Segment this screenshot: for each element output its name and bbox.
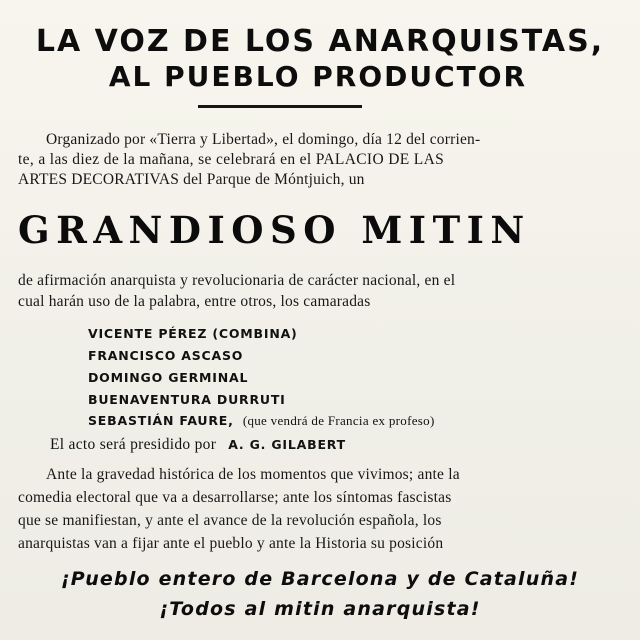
headline-divider (198, 105, 362, 108)
intro-line-3: ARTES DECORATIVAS del Parque de Móntjuich, un (18, 171, 365, 188)
speaker-item (88, 348, 243, 363)
speaker-name: FRANCISCO ASCASO (88, 348, 244, 363)
speaker-item (88, 413, 435, 429)
speaker-item (88, 326, 298, 341)
speaker-note: (que vendrá de Francia ex profeso) (242, 413, 435, 428)
speaker-name: BUENAVENTURA DURRUTI (88, 392, 286, 407)
presided-by (50, 436, 346, 454)
event-title: GRANDIOSO MITIN (18, 208, 531, 252)
speaker-item (88, 392, 286, 407)
speaker-name: SEBASTIÁN FAURE, (88, 413, 234, 428)
speaker-name: VICENTE PÉREZ (COMBINA) (88, 326, 298, 341)
speaker-name: DOMINGO GERMINAL (88, 370, 249, 385)
speaker-item (88, 370, 248, 385)
intro-line-2: te, a las diez de la mañana, se celebrará en el PALACIO DE LAS (18, 151, 445, 168)
headline-line-2: AL PUEBLO PRODUCTOR (108, 60, 528, 93)
closing-line-3: que se manifiestan, y ante el avance de la revolución española, los (18, 512, 442, 529)
call-to-action-line-2: ¡Todos al mitin anarquista! (159, 598, 481, 620)
closing-line-1: Ante la gravedad histórica de los momentos que vivimos; ante la (46, 466, 460, 483)
closing-line-4: anarquistas van a fijar ante el pueblo y ante la Historia su posición (18, 535, 444, 552)
intro-line-1: Organizado por «Tierra y Libertad», el domingo, día 12 del corrien- (46, 131, 481, 148)
description-line-2: cual harán uso de la palabra, entre otros, los camaradas (18, 293, 371, 310)
description-line-1: de afirmación anarquista y revolucionaria de carácter nacional, en el (18, 272, 456, 289)
headline-line-1: LA VOZ DE LOS ANARQUISTAS, (35, 24, 605, 59)
presider-name: A. G. GILABERT (228, 437, 346, 452)
call-to-action-line-1: ¡Pueblo entero de Barcelona y de Cataluña! (60, 568, 580, 590)
closing-line-2: comedia electoral que va a desarrollarse; ante los síntomas fascistas (18, 489, 452, 506)
presided-text: El acto será presidido por (50, 436, 217, 453)
